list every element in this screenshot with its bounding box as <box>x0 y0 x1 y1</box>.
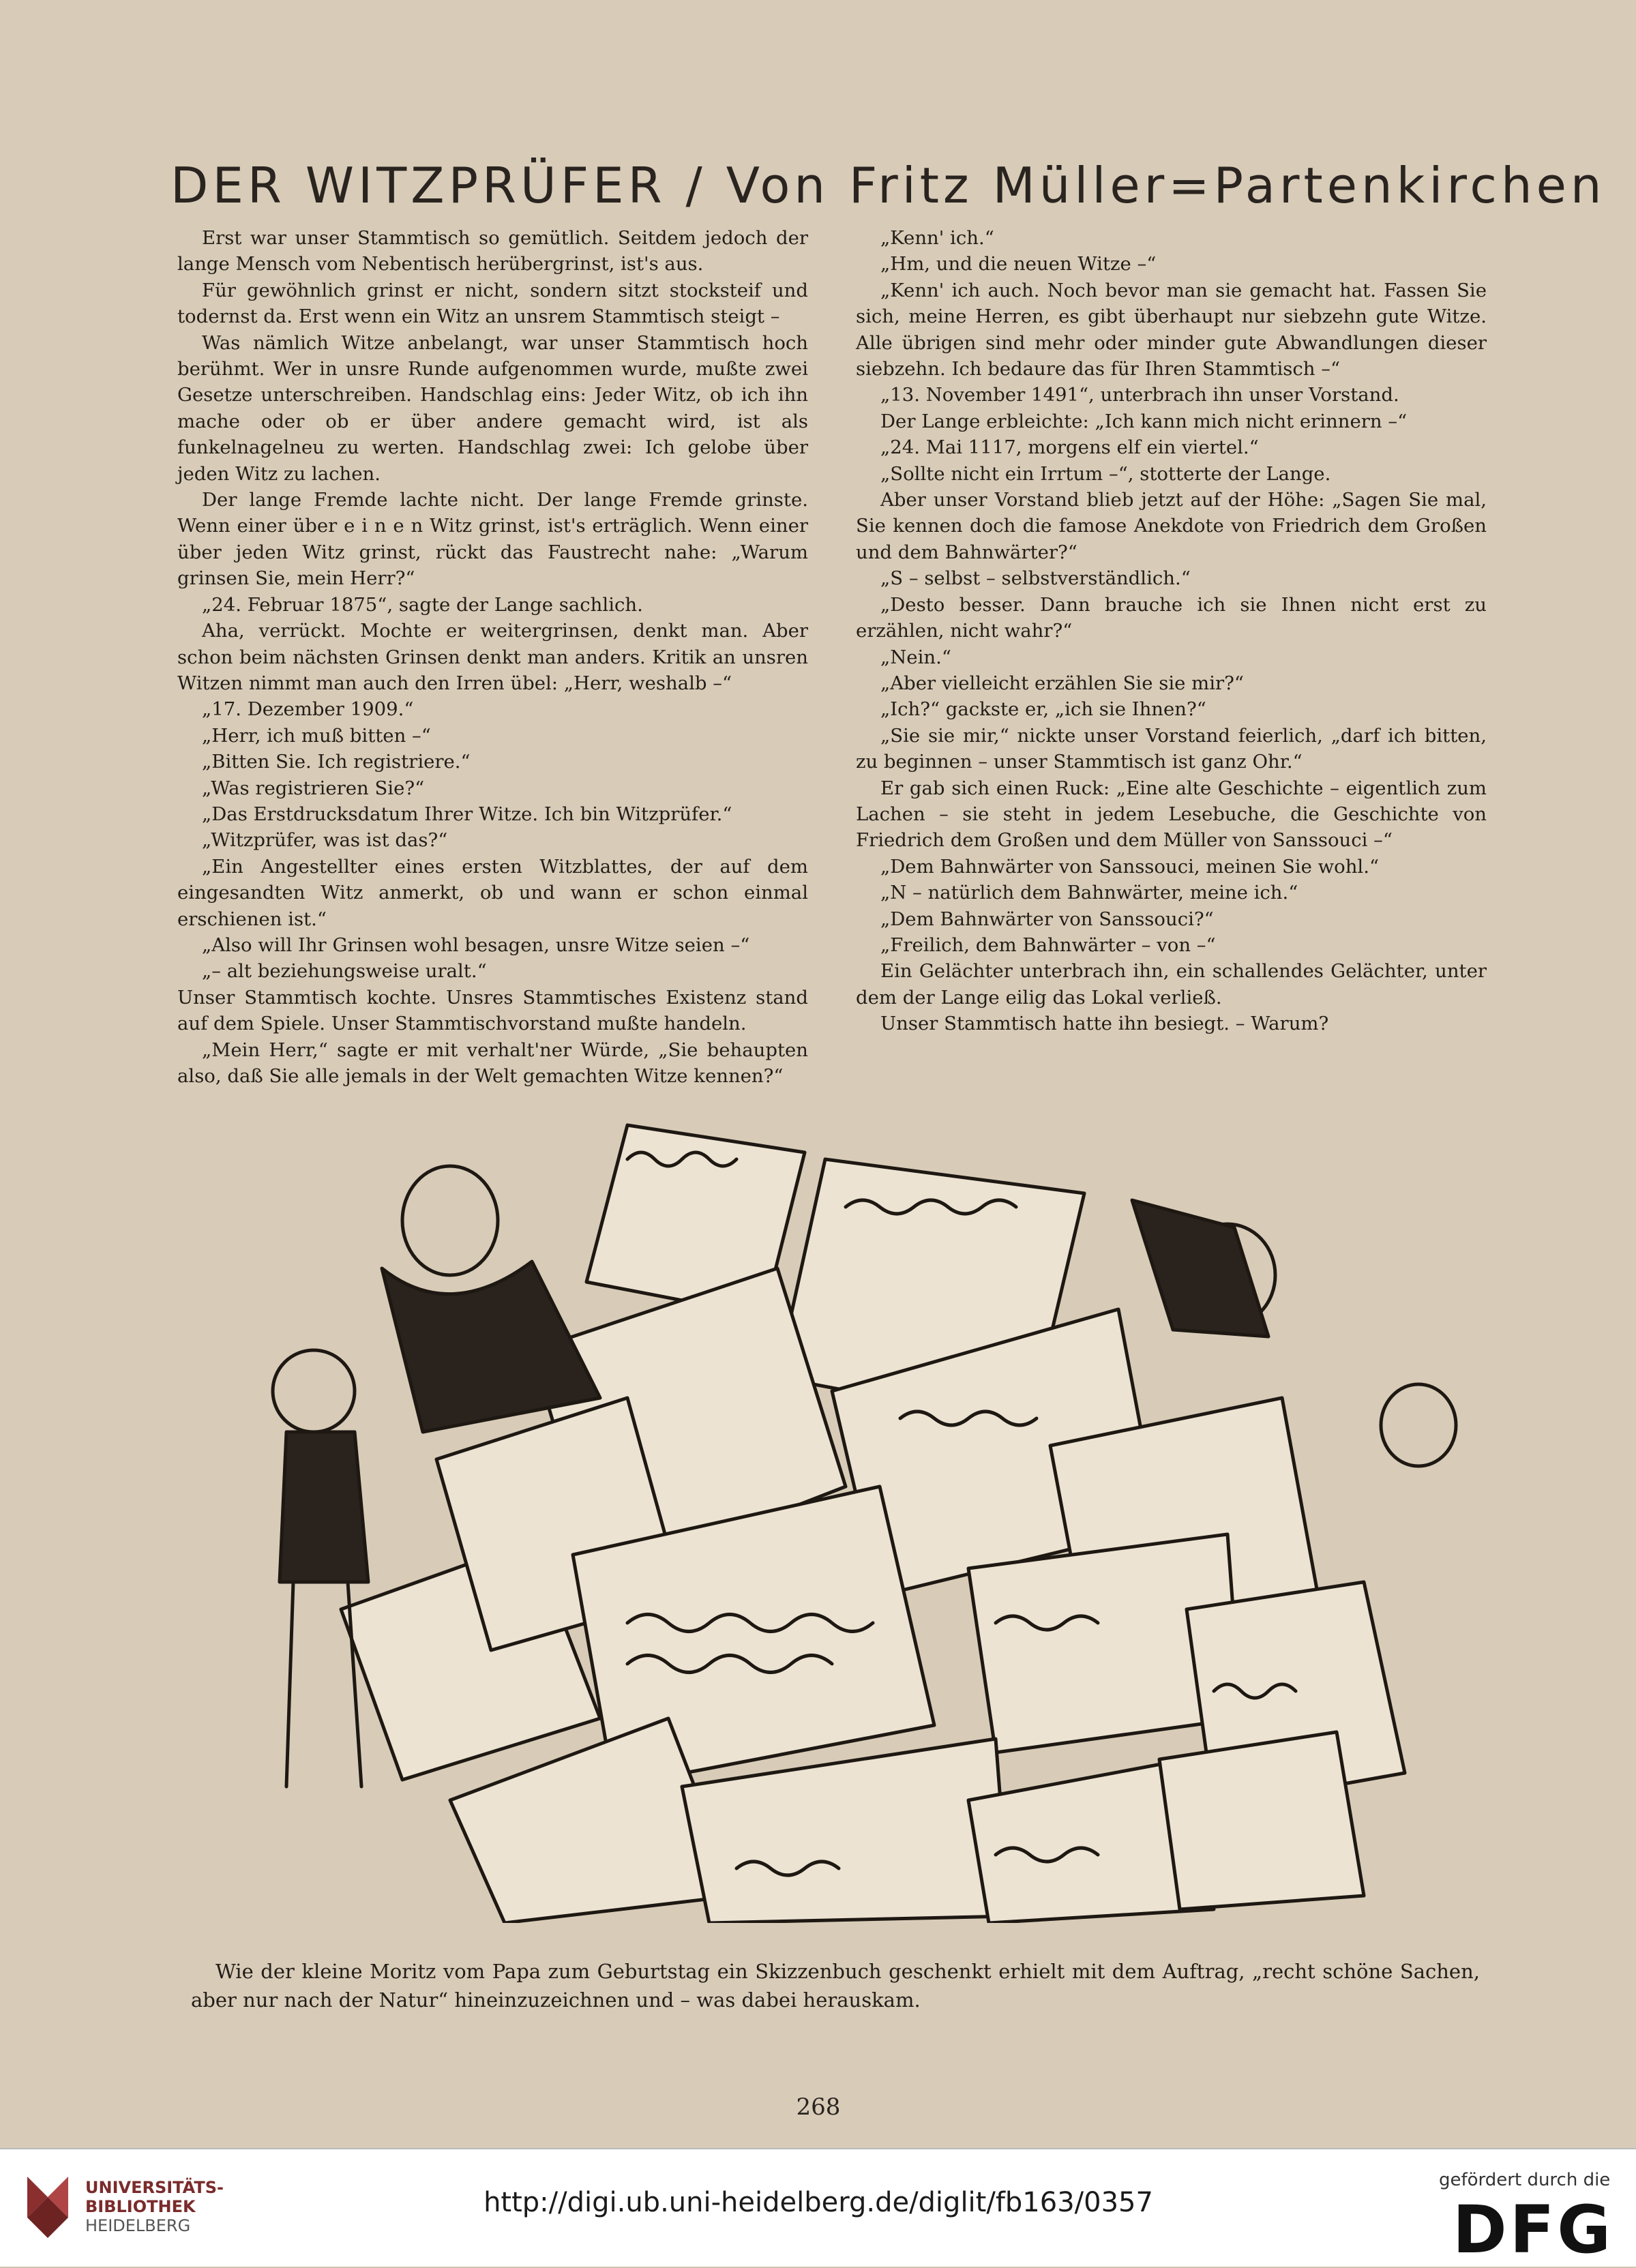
article-title: DER WITZPRÜFER / Von Fritz Müller=Partenkirchen <box>170 157 1606 214</box>
paragraph: Aber unser Vorstand blieb jetzt auf der Höhe: „Sagen Sie mal, Sie kennen doch die famose Anekdote von Friedrich dem Großen und dem Bahnwärter?“ <box>856 489 1487 563</box>
library-line: UNIVERSITÄTS- <box>85 2178 224 2197</box>
paragraph: „Nein.“ <box>880 646 951 668</box>
paragraph: „– alt beziehungsweise uralt.“ <box>202 960 487 983</box>
paragraph: Der lange Fremde lachte nicht. Der lange Fremde grinste. Wenn einer über e i n e n Witz grinst, ist's erträglich. Wenn einer über jeden Witz grinst, rückt das Faustrecht nahe: „Warum grinsen Sie, mein Herr?“ <box>177 489 808 590</box>
left-text-column <box>177 225 808 1089</box>
permalink-url[interactable]: http://digi.ub.uni-heidelberg.de/diglit/fb163/0357 <box>484 2187 1153 2218</box>
paragraph: „Ich?“ gackste er, „ich sie Ihnen?“ <box>880 698 1206 721</box>
paragraph: „Kenn' ich.“ <box>880 227 994 249</box>
paragraph: Aha, verrückt. Mochte er weitergrinsen, denkt man. Aber schon beim nächsten Grinsen denkt man anders. Kritik an unsren Witzen nimmt man auch den Irren übel: „Herr, weshalb –“ <box>177 620 808 694</box>
paragraph: „Freilich, dem Bahnwärter – von –“ <box>880 934 1216 956</box>
paragraph: Der Lange erbleichte: „Ich kann mich nicht erinnern –“ <box>880 410 1408 432</box>
paragraph: „17. Dezember 1909.“ <box>202 698 414 721</box>
paragraph: „N – natürlich dem Bahnwärter, meine ich.“ <box>880 882 1298 904</box>
paragraph: „13. November 1491“, unterbrach ihn unser Vorstand. <box>880 384 1399 406</box>
paragraph: „Dem Bahnwärter von Sanssouci?“ <box>880 908 1214 930</box>
paragraph: Was nämlich Witze anbelangt, war unser Stammtisch hoch berühmt. Wer in unsre Runde aufgenommen wurde, mußte zwei Gesetze unterschreiben. Handschlag eins: Jeder Witz, ob ich ihn mache oder ob er über andere gemacht wird, ist als funkelnagelneu zu werten. Handschlag zwei: Ich gelobe über jeden Witz zu lachen. <box>177 331 808 485</box>
paragraph: Unser Stammtisch hatte ihn besiegt. – Warum? <box>880 1013 1329 1035</box>
page-number: 268 <box>796 2093 841 2121</box>
paragraph: Unser Stammtisch kochte. Unsres Stammtisches Existenz stand auf dem Spiele. Unser Stammtischvorstand mußte handeln. <box>177 986 808 1035</box>
paragraph: Für gewöhnlich grinst er nicht, sondern sitzt stocksteif und todernst da. Erst wenn ein Witz an unsrem Stammtisch steigt – <box>177 279 808 328</box>
library-name <box>85 2178 224 2235</box>
paragraph: „Mein Herr,“ sagte er mit verhalt'ner Würde, „Sie behaupten also, daß Sie alle jemals in der Welt gemachten Witze kennen?“ <box>177 1039 808 1087</box>
paragraph: Er gab sich einen Ruck: „Eine alte Geschichte – eigentlich zum Lachen – sie steht in jedem Lesebuche, die Geschichte von Friedrich dem Großen und dem Müller von Sanssouci –“ <box>856 777 1487 852</box>
paragraph: Ein Gelächter unterbrach ihn, ein schallendes Gelächter, unter dem der Lange eilig das Lokal verließ. <box>856 960 1487 1009</box>
paragraph: „Bitten Sie. Ich registriere.“ <box>202 751 471 773</box>
paragraph: „Was registrieren Sie?“ <box>202 777 425 799</box>
university-library-logo-icon <box>20 2170 75 2252</box>
right-text-column <box>856 225 1487 1037</box>
library-line: BIBLIOTHEK <box>85 2197 196 2216</box>
paragraph: „24. Mai 1117, morgens elf ein viertel.“ <box>880 436 1259 459</box>
dfg-logo: DFG <box>1453 2192 1614 2268</box>
paragraph: „24. Februar 1875“, sagte der Lange sachlich. <box>202 593 643 616</box>
paragraph: „Hm, und die neuen Witze –“ <box>880 253 1157 275</box>
paragraph: „Sollte nicht ein Irrtum –“, stotterte der Lange. <box>880 462 1331 485</box>
paragraph: „S – selbst – selbstverständlich.“ <box>880 567 1191 590</box>
illustration-caption: Wie der kleine Moritz vom Papa zum Geburtstag ein Skizzenbuch geschenkt erhielt mit dem Auftrag, „recht schöne Sachen, aber nur nach der Natur“ hineinzuzeichnen und – was dabei herauskam. <box>191 1960 1480 2012</box>
paragraph: Erst war unser Stammtisch so gemütlich. Seitdem jedoch der lange Mensch vom Nebentisch herübergrinst, ist's aus. <box>177 227 808 275</box>
digitization-footer <box>0 2148 1636 2267</box>
paragraph: „Dem Bahnwärter von Sanssouci, meinen Sie wohl.“ <box>880 855 1380 878</box>
paragraph: „Desto besser. Dann brauche ich sie Ihnen nicht erst zu erzählen, nicht wahr?“ <box>856 593 1487 642</box>
paragraph: „Witzprüfer, was ist das?“ <box>202 829 448 852</box>
paragraph: „Aber vielleicht erzählen Sie sie mir?“ <box>880 672 1244 694</box>
paragraph: „Herr, ich muß bitten –“ <box>202 724 431 747</box>
paragraph: „Das Erstdrucksdatum Ihrer Witze. Ich bin Witzprüfer.“ <box>202 803 732 825</box>
funding-label: gefördert durch die <box>1439 2170 1611 2190</box>
library-line: HEIDELBERG <box>85 2216 191 2235</box>
paragraph: „Kenn' ich auch. Noch bevor man sie gemacht hat. Fassen Sie sich, meine Herren, es gibt überhaupt nur siebzehn gute Witze. Alle übrigen sind mehr oder minder gute Abwandlungen dieser siebzehn. Ich bedaure das für Ihren Stammtisch –“ <box>856 279 1487 381</box>
paragraph: „Sie sie mir,“ nickte unser Vorstand feierlich, „darf ich bitten, zu beginnen – unser Stammtisch ist ganz Ohr.“ <box>856 724 1487 773</box>
paragraph: „Also will Ihr Grinsen wohl besagen, unsre Witze seien –“ <box>202 934 750 956</box>
paragraph: „Ein Angestellter eines ersten Witzblattes, der auf dem eingesandten Witz anmerkt, ob und wann er schon einmal erschienen ist.“ <box>177 855 808 930</box>
cartoon-illustration <box>246 1105 1473 1923</box>
